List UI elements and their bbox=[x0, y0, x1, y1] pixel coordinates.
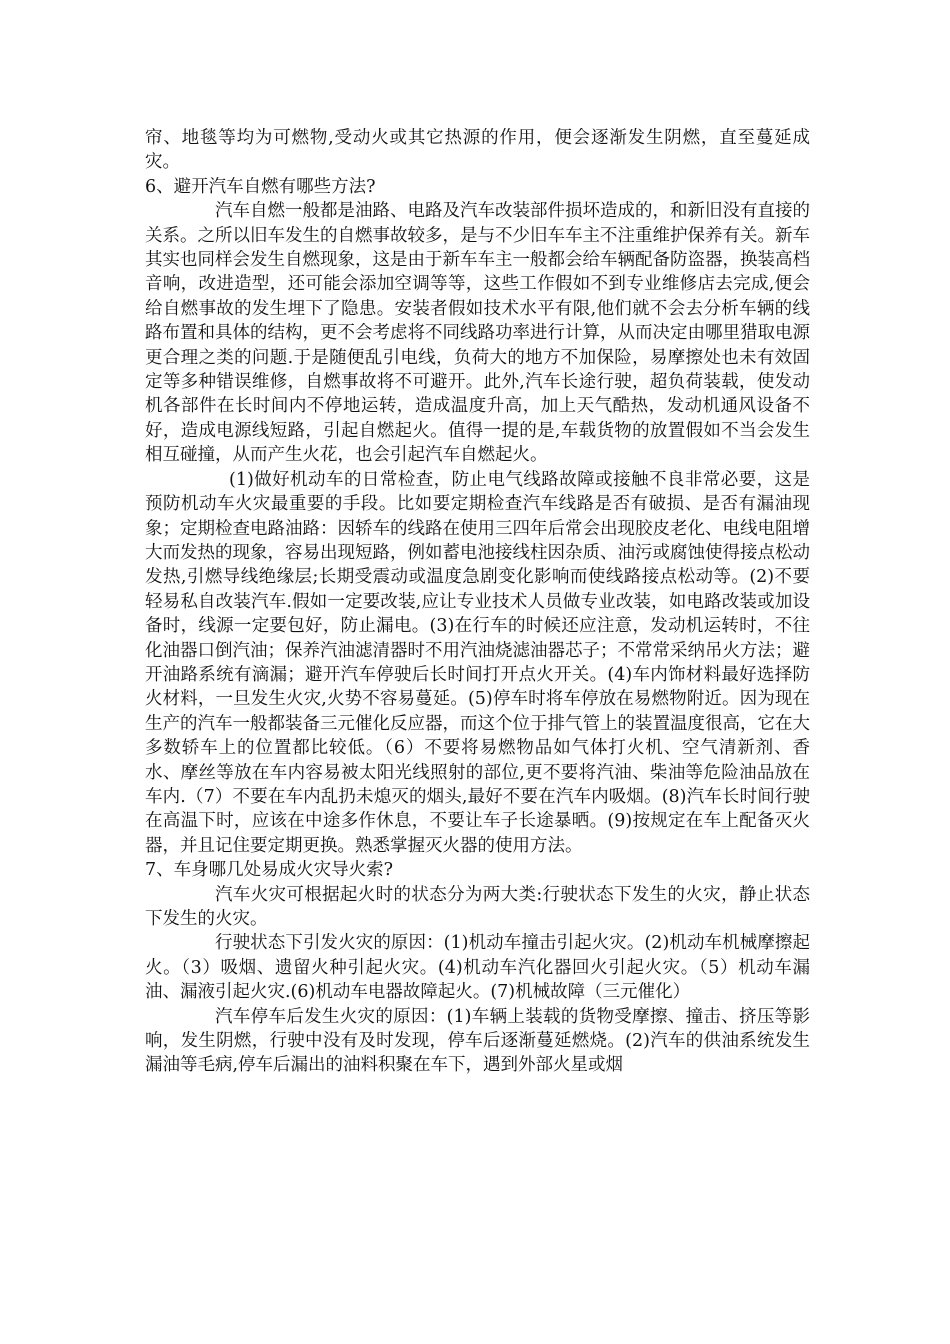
paragraph-self-ignition-causes: 汽车自燃一般都是油路、电路及汽车改装部件损坏造成的，和新旧没有直接的关系。之所以旧车发生的自燃事故较多，是与不少旧车车主不注重维护保养有关。新车其实也同样会发生自燃现象，这是由于新车车主一般都会给车辆配备防盗器，换装高档音响，改进造型，还可能会添加空调等等，这些工作假如不到专业维修店去完成,便会给自燃事故的发生埋下了隐患。安装者假如技术水平有限,他们就不会去分析车辆的线路布置和具体的结构，更不会考虑将不同线路功率进行计算，从而决定由哪里猎取电源更合理之类的问题.于是随便乱引电线，负荷大的地方不加保险，易摩擦处也未有效固定等多种错误维修，自燃事故将不可避开。此外,汽车长途行驶，超负荷装载，使发动机各部件在长时间内不停地运转，造成温度升高，加上天气酷热，发动机通风设备不好，造成电源线短路，引起自燃起火。值得一提的是,车载货物的放置假如不当会发生相互碰撞，从而产生火花，也会引起汽车自燃起火。 bbox=[145, 201, 810, 466]
section-heading-7: 7、车身哪几处易成火灾导火索? bbox=[145, 860, 394, 881]
section-heading-6: 6、避开汽车自燃有哪些方法? bbox=[145, 176, 376, 197]
paragraph-fire-categories: 汽车火灾可根据起火时的状态分为两大类:行驶状态下发生的火灾，静止状态下发生的火灾。 bbox=[145, 884, 810, 929]
document-page bbox=[145, 126, 810, 1078]
paragraph-driving-fire-causes: 行驶状态下引发火灾的原因：(1)机动车撞击引起火灾。(2)机动车机械摩擦起火。（3）吸烟、遗留火种引起火灾。(4)机动车汽化器回火引起火灾。（5）机动车漏油、漏液引起火灾.(6)机动车电器故障起火。(7)机械故障（三元催化） bbox=[145, 933, 810, 1003]
paragraph-prevention-measures: (1)做好机动车的日常检查，防止电气线路故障或接触不良非常必要，这是预防机动车火灾最重要的手段。比如要定期检查汽车线路是否有破损、是否有漏油现象；定期检查电路油路：因轿车的线路在使用三四年后常会出现胶皮老化、电线电阻增大而发热的现象，容易出现短路，例如蓄电池接线柱因杂质、油污或腐蚀使得接点松动发热,引燃导线绝缘层;长期受震动或温度急剧变化影响而使线路接点松动等。(2)不要轻易私自改装汽车.假如一定要改装,应让专业技术人员做专业改装，如电路改装或加设备时，线源一定要包好，防止漏电。(3)在行车的时候还应注意，发动机运转时，不往化油器口倒汽油；保养汽油滤清器时不用汽油烧滤油器芯子；不常常采纳吊火方法；避开油路系统有滴漏；避开汽车停驶后长时间打开点火开关。(4)车内饰材料最好选择防火材料，一旦发生火灾,火势不容易蔓延。(5)停车时将车停放在易燃物附近。因为现在生产的汽车一般都装备三元催化反应器，而这个位于排气管上的装置温度很高，它在大多数轿车上的位置都比较低。（6）不要将易燃物品如气体打火机、空气清新剂、香水、摩丝等放在车内容易被太阳光线照射的部位,更不要将汽油、柴油等危险油品放在车内.（7）不要在车内乱扔未熄灭的烟头,最好不要在汽车内吸烟。(8)汽车长时间行驶在高温下时，应该在中途多作休息，不要让车子长途暴晒。(9)按规定在车上配备灭火器，并且记住要定期更换。熟悉掌握灭火器的使用方法。 bbox=[145, 469, 810, 856]
paragraph-continuation: 帘、地毯等均为可燃物,受动火或其它热源的作用，便会逐渐发生阴燃，直至蔓延成灾。 bbox=[145, 128, 810, 173]
paragraph-parked-fire-causes: 汽车停车后发生火灾的原因：(1)车辆上装载的货物受摩擦、撞击、挤压等影响，发生阴燃，行驶中没有及时发现，停车后逐渐蔓延燃烧。(2)汽车的供油系统发生漏油等毛病,停车后漏出的油料积聚在车下，遇到外部火星或烟 bbox=[145, 1006, 810, 1076]
